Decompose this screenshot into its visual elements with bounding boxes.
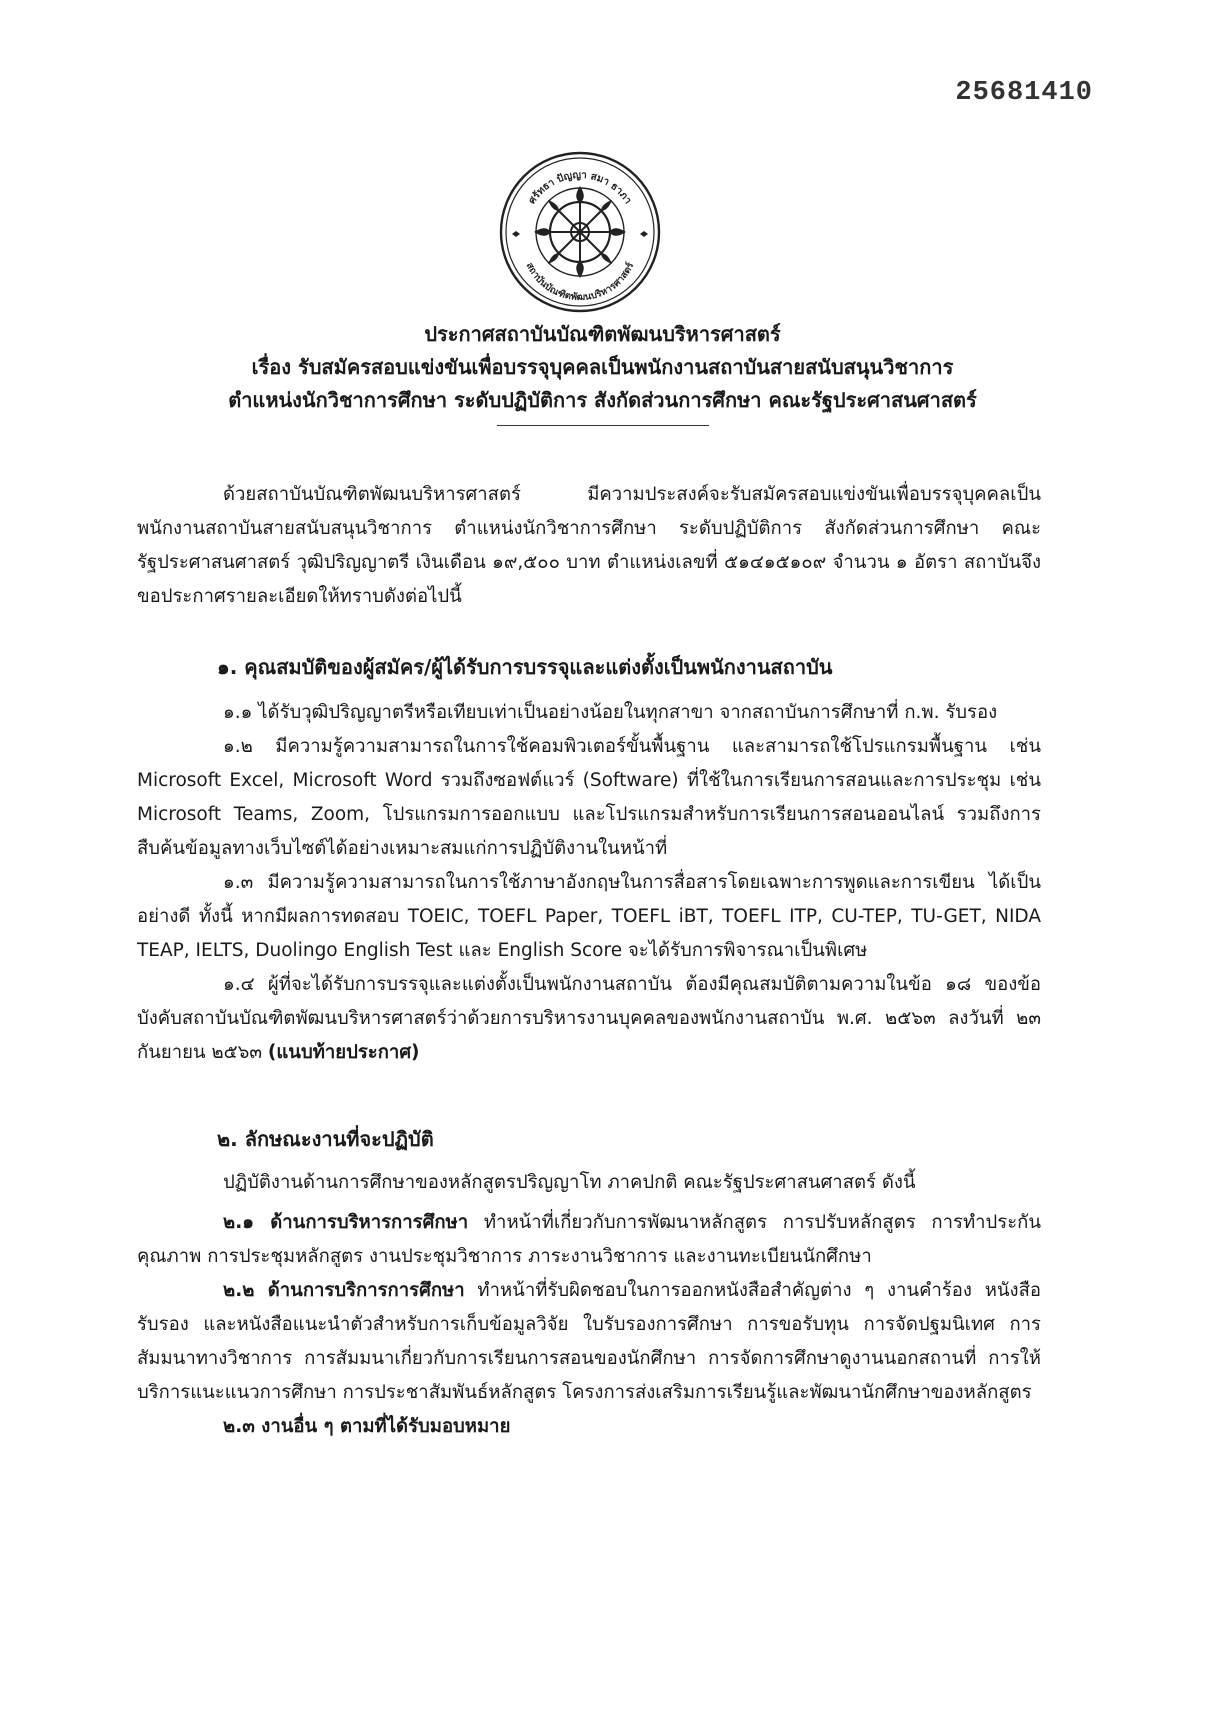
section-2-item-1-text: ทำหน้าที่เกี่ยวกับการพัฒนาหลักสูตร การปรับหลักสูตร การทำประกันคุณภาพ การประชุมหลักสูตร งานประชุมวิชาการ ภาระงานวิชาการ และงานทะเบียนนักศึกษา [137, 1212, 1041, 1267]
intro-paragraph: ด้วยสถาบันบัณฑิตพัฒนบริหารศาสตร์ มีความประสงค์จะรับสมัครสอบแข่งขันเพื่อบรรจุบุคคลเป็นพนักงานสถาบันสายสนับสนุนวิชาการ ตำแหน่งนักวิชาการศึกษา ระดับปฏิบัติการ สังกัดส่วนการศึกษา คณะรัฐประศาสนศาสตร์ วุฒิปริญญาตรี เงินเดือน ๑๙,๕๐๐ บาท ตำแหน่งเลขที่ ๕๑๔๑๕๑๐๙ จำนวน ๑ อัตรา สถาบันจึงขอประกาศรายละเอียดให้ทราบดังต่อไปนี้ [137, 484, 1041, 607]
title-divider [497, 425, 709, 426]
section-2-item-2-label: ๒.๒ ด้านการบริการการศึกษา [223, 1280, 465, 1301]
section-2-item-3: ๒.๓ งานอื่น ๆ ตามที่ได้รับมอบหมาย [223, 1416, 511, 1437]
section-2 [137, 1122, 1041, 1444]
seal-bottom-text: สถาบันบัณฑิตพัฒนบริหารศาสตร์ [523, 260, 637, 304]
section-2-intro: ปฏิบัติงานด้านการศึกษาของหลักสูตรปริญญาโท ภาคปกติ คณะรัฐประศาสนศาสตร์ ดังนี้ [223, 1172, 916, 1193]
institution-seal-icon [498, 150, 662, 314]
seal-top-text: ศรัทธา ปัญญา สมา ธาภา [526, 169, 634, 207]
section-1-item-4-text: ๑.๔ ผู้ที่จะได้รับการบรรจุและแต่งตั้งเป็นพนักงานสถาบัน ต้องมีคุณสมบัติตามความในข้อ ๑๘ ของข้อบังคับสถาบันบัณฑิตพัฒนบริหารศาสตร์ว่าด้วยการบริหารงานบุคคลของพนักงานสถาบัน พ.ศ. ๒๕๖๓ ลงวันที่ ๒๓ กันยายน ๒๕๖๓ [137, 974, 1041, 1063]
section-2-heading: ๒. ลักษณะงานที่จะปฏิบัติ [217, 1127, 434, 1151]
intro-section [137, 478, 1041, 614]
section-1-item-4-attachment-note: (แนบท้ายประกาศ) [267, 1042, 420, 1063]
section-1-heading: ๑. คุณสมบัติของผู้สมัคร/ผู้ได้รับการบรรจุและแต่งตั้งเป็นพนักงานสถาบัน [217, 655, 833, 679]
section-1-item-3: ๑.๓ มีความรู้ความสามารถในการใช้ภาษาอังกฤษในการสื่อสารโดยเฉพาะการพูดและการเขียน ได้เป็นอย่างดี ทั้งนี้ หากมีผลการทดสอบ TOEIC, TOEFL Paper, TOEFL iBT, TOEFL ITP, CU-TEP, TU-GET, NIDA TEAP, IELTS, Duolingo English Test และ English Score จะได้รับการพิจารณาเป็นพิเศษ [137, 872, 1041, 961]
title-line-3: ตำแหน่งนักวิชาการศึกษา ระดับปฏิบัติการ สังกัดส่วนการศึกษา คณะรัฐประศาสนศาสตร์ [228, 388, 977, 412]
section-1-item-4 [137, 968, 1041, 1070]
section-2-item-1 [137, 1206, 1041, 1274]
section-2-item-2-text: ทำหน้าที่รับผิดชอบในการออกหนังสือสำคัญต่าง ๆ งานคำร้อง หนังสือรับรอง และหนังสือแนะนำตัวสำหรับการเก็บข้อมูลวิจัย ใบรับรองการศึกษา การขอรับทุน การจัดปฐมนิเทศ การสัมมนาทางวิชาการ การสัมมนาเกี่ยวกับการเรียนการสอนของนักศึกษา การจัดการศึกษาดูงานนอกสถานที่ การให้บริการแนะแนวการศึกษา การประชาสัมพันธ์หลักสูตร โครงการส่งเสริมการเรียนรู้และพัฒนานักศึกษาของหลักสูตร [137, 1280, 1041, 1403]
reference-number-stamp: 25681410 [955, 78, 1093, 108]
title-line-2: เรื่อง รับสมัครสอบแข่งขันเพื่อบรรจุบุคคลเป็นพนักงานสถาบันสายสนับสนุนวิชาการ [251, 355, 954, 379]
section-2-item-1-label: ๒.๑ ด้านการบริหารการศึกษา [223, 1212, 469, 1233]
section-1-item-2: ๑.๒ มีความรู้ความสามารถในการใช้คอมพิวเตอร์ขั้นพื้นฐาน และสามารถใช้โปรแกรมพื้นฐาน เช่น Microsoft Excel, Microsoft Word รวมถึงซอฟต์แวร์ (Software) ที่ใช้ในการเรียนการสอนและการประชุม เช่น Microsoft Teams, Zoom, โปรแกรมการออกแบบ และโปรแกรมสำหรับการเรียนการสอนออนไลน์ รวมถึงการสืบค้นข้อมูลทางเว็บไซต์ได้อย่างเหมาะสมแก่การปฏิบัติงานในหน้าที่ [137, 736, 1041, 859]
section-1 [137, 650, 1041, 1070]
announcement-title [110, 318, 1095, 426]
section-1-item-1: ๑.๑ ได้รับวุฒิปริญญาตรีหรือเทียบเท่าเป็นอย่างน้อยในทุกสาขา จากสถาบันการศึกษาที่ ก.พ. รับรอง [223, 702, 998, 723]
section-2-item-2 [137, 1274, 1041, 1410]
title-line-1: ประกาศสถาบันบัณฑิตพัฒนบริหารศาสตร์ [424, 322, 781, 346]
